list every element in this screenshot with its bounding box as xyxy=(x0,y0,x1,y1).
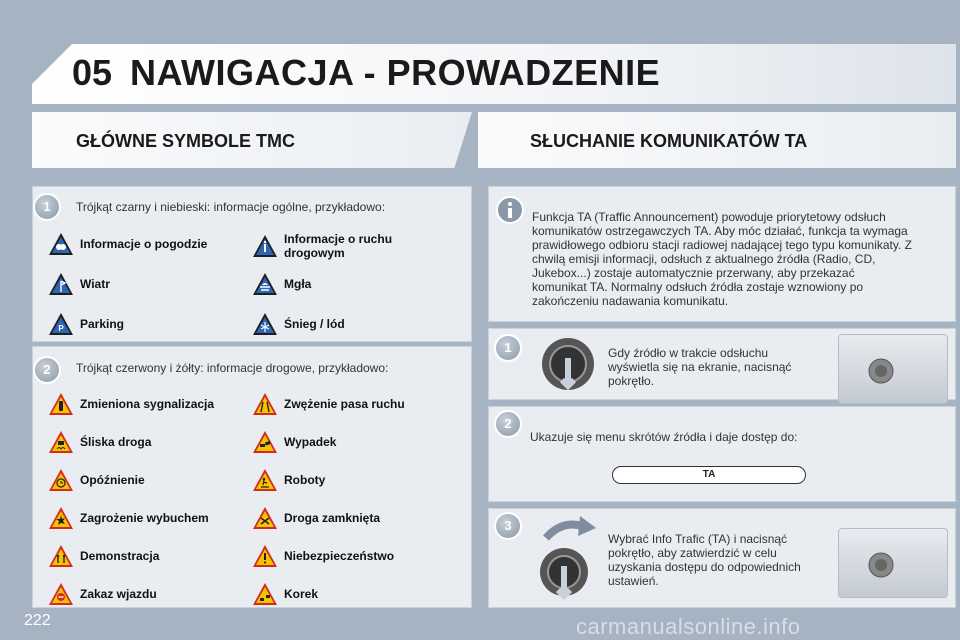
symbol-label: Zakaz wjazdu xyxy=(80,587,157,601)
danger-icon xyxy=(252,544,278,568)
symbol-label: Wypadek xyxy=(284,435,337,449)
left-heading: GŁÓWNE SYMBOLE TMC xyxy=(76,131,295,151)
wind-icon xyxy=(48,272,74,296)
fog-icon xyxy=(252,272,278,296)
symbol-no-entry xyxy=(48,582,230,606)
symbol-accident xyxy=(252,430,434,454)
step-3-badge: 3 xyxy=(494,512,522,540)
delay-icon xyxy=(48,468,74,492)
slippery-road-icon xyxy=(48,430,74,454)
symbol-label: Śliska droga xyxy=(80,435,152,449)
symbol-demonstration xyxy=(48,544,230,568)
symbol-label: Niebezpieczeństwo xyxy=(284,549,395,563)
symbol-danger xyxy=(252,544,434,568)
accident-icon xyxy=(252,430,278,454)
symbol-changed-signals xyxy=(48,392,230,416)
symbol-snow-ice xyxy=(252,312,434,336)
section-2-intro: Trójkąt czerwony i żółty: informacje drogowe, przykładowo: xyxy=(76,361,389,375)
chapter-number: 05 xyxy=(72,52,113,93)
traffic-jam-icon xyxy=(252,582,278,606)
info-icon xyxy=(496,196,524,224)
section-1-intro: Trójkąt czarny i niebieski: informacje ogólne, przykładowo: xyxy=(76,200,386,214)
changed-signals-icon xyxy=(48,392,74,416)
parking-icon xyxy=(48,312,74,336)
symbol-label: Parking xyxy=(80,317,125,331)
symbol-slippery-road xyxy=(48,430,230,454)
symbol-label: Wiatr xyxy=(80,277,110,291)
radio-knob-icon xyxy=(839,335,947,403)
symbol-traffic-jam xyxy=(252,582,434,606)
page-title: NAWIGACJA - PROWADZENIE xyxy=(130,52,661,93)
explosion-danger-icon xyxy=(48,506,74,530)
step-2-panel xyxy=(488,406,956,502)
radio-knob-icon xyxy=(839,529,947,597)
symbol-delay xyxy=(48,468,230,492)
symbol-weather-info xyxy=(48,232,230,256)
section-1-badge: 1 xyxy=(33,193,61,221)
no-entry-icon xyxy=(48,582,74,606)
right-heading: SŁUCHANIE KOMUNIKATÓW TA xyxy=(530,131,808,151)
ta-menu-item[interactable]: TA xyxy=(612,466,806,484)
page-number: 222 xyxy=(24,612,51,629)
step-2-badge: 2 xyxy=(494,410,522,438)
symbol-label: Zagrożenie wybuchem xyxy=(80,511,209,525)
symbol-wind xyxy=(48,272,230,296)
symbol-traffic-info xyxy=(252,232,434,260)
road-closed-icon xyxy=(252,506,278,530)
snow-ice-icon xyxy=(252,312,278,336)
ta-info-text: Funkcja TA (Traffic Announcement) powoduje priorytetowy odsłuch komunikatów ostrzegawczych TA. Aby móc działać, funkcja ta wymaga prawidłowego odbioru stacji radiowej nadającej tego typu komunikaty. Z chwilą emisji informacji, odsłuch z aktualnego źródła (Radio, CD, Jukebox...) zostaje automatycznie przerwany, aby przekazać komunikat TA. Normalny odsłuch źródła zostaje wznowiony po zakończeniu nadawania komunikatu. xyxy=(532,210,912,308)
symbol-label: Korek xyxy=(284,587,319,601)
step-3-text: Wybrać Info Trafic (TA) i nacisnąć pokrętło, aby zatwierdzić w celu uzyskania dostępu do odpowiednich ustawień. xyxy=(608,532,801,588)
step-1-badge: 1 xyxy=(494,334,522,362)
symbol-label: Opóźnienie xyxy=(80,473,145,487)
symbol-label: Śnieg / lód xyxy=(284,317,345,331)
symbol-parking xyxy=(48,312,230,336)
step-1-text: Gdy źródło w trakcie odsłuchu wyświetla się na ekranie, nacisnąć pokrętło. xyxy=(608,346,792,388)
symbol-road-closed xyxy=(252,506,434,530)
roadworks-icon xyxy=(252,468,278,492)
symbol-fog xyxy=(252,272,434,296)
symbol-label: Zmieniona sygnalizacja xyxy=(80,397,215,411)
symbol-label: Demonstracja xyxy=(80,549,160,563)
svg-text:P: P xyxy=(58,324,64,333)
radio-unit-image xyxy=(838,334,948,404)
symbol-label: Informacje o ruchu drogowym xyxy=(284,232,393,260)
weather-info-icon xyxy=(48,232,74,256)
step-2-text: Ukazuje się menu skrótów źródła i daje dostęp do: xyxy=(530,430,798,444)
rotary-knob-turn-press-icon xyxy=(536,516,600,604)
radio-unit-image xyxy=(838,528,948,598)
symbol-roadworks xyxy=(252,468,434,492)
section-2-badge: 2 xyxy=(33,356,61,384)
demonstration-icon xyxy=(48,544,74,568)
traffic-info-icon xyxy=(252,234,278,258)
symbol-label: Informacje o pogodzie xyxy=(80,237,208,251)
symbol-label: Roboty xyxy=(284,473,326,487)
symbol-label: Zwężenie pasa ruchu xyxy=(284,397,405,411)
symbol-label: Droga zamknięta xyxy=(284,511,381,525)
symbol-explosion-danger xyxy=(48,506,230,530)
watermark: carmanualsonline.info xyxy=(576,614,801,639)
lane-narrowing-icon xyxy=(252,392,278,416)
rotary-knob-press-icon xyxy=(540,336,596,396)
symbol-lane-narrowing xyxy=(252,392,434,416)
symbol-label: Mgła xyxy=(284,277,312,291)
